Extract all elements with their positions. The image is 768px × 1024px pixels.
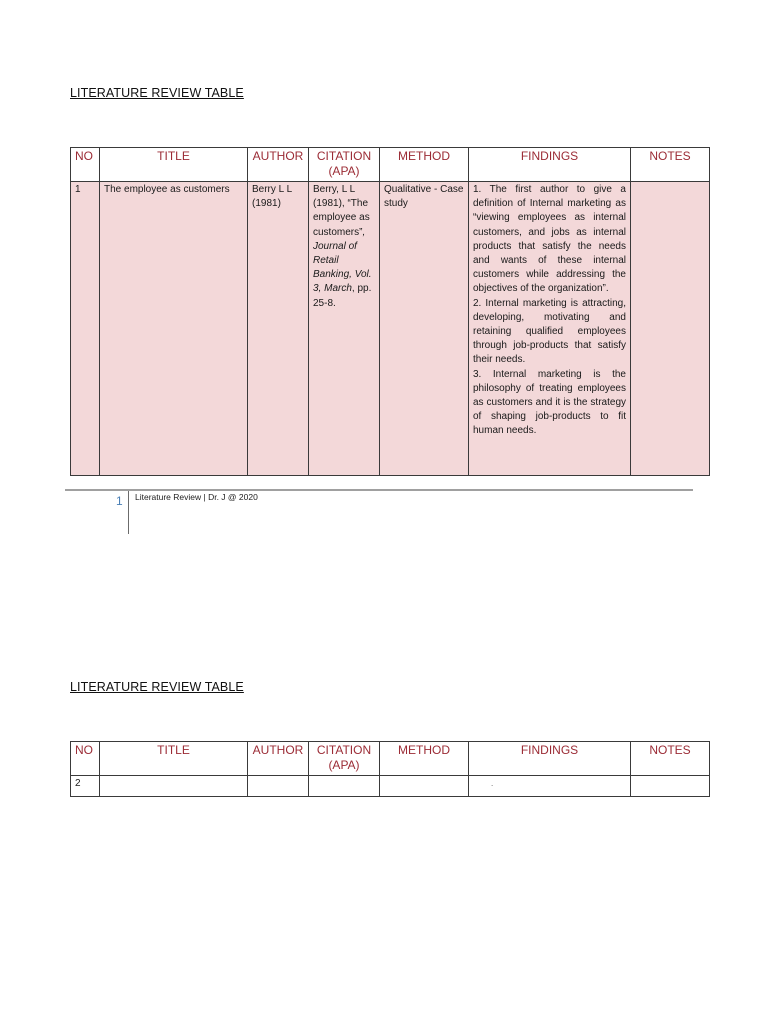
citation-pages: , pp. 25-8. (313, 283, 372, 309)
footer-text: Literature Review | Dr. J @ 2020 (135, 492, 258, 502)
cell-method: Qualitative - Case study (380, 182, 469, 476)
table-row (71, 776, 710, 797)
cell-findings (469, 776, 631, 797)
cell-title: The employee as customers (100, 182, 248, 476)
citation-journal: , Journal of Retail Banking, Vol. 3, March (313, 226, 372, 295)
cell-no: 2 (71, 776, 100, 797)
table-row (71, 182, 710, 476)
cell-author (248, 776, 309, 797)
cell-findings (469, 182, 631, 476)
literature-table-2 (70, 741, 710, 797)
col-header-title: TITLE (100, 742, 248, 776)
col-header-method: METHOD (380, 742, 469, 776)
col-header-title: TITLE (100, 148, 248, 182)
col-header-notes: NOTES (631, 742, 710, 776)
col-header-findings: FINDINGS (469, 742, 631, 776)
col-header-author: AUTHOR (248, 742, 309, 776)
col-header-method: METHOD (380, 148, 469, 182)
col-header-findings: FINDINGS (469, 148, 631, 182)
cell-title (100, 776, 248, 797)
findings-mark: . (491, 779, 494, 788)
footer-divider (65, 489, 693, 491)
cell-notes (631, 182, 710, 476)
page-number: 1 (116, 494, 123, 508)
table-header-row (71, 148, 710, 182)
page-heading-2: LITERATURE REVIEW TABLE (70, 680, 244, 694)
literature-table-1 (70, 147, 710, 476)
cell-author: Berry L L (1981) (248, 182, 309, 476)
cell-method (380, 776, 469, 797)
cell-citation (309, 182, 380, 476)
finding-3: 3. Internal marketing is the philosophy of treating employees as customers and it is the strategy of shaping job-products to fit human needs. (473, 368, 626, 437)
col-header-no: NO (71, 742, 100, 776)
col-header-author: AUTHOR (248, 148, 309, 182)
page-heading: LITERATURE REVIEW TABLE (70, 86, 244, 100)
footer-vertical-divider (128, 491, 129, 534)
cell-no: 1 (71, 182, 100, 476)
cell-notes (631, 776, 710, 797)
col-header-no: NO (71, 148, 100, 182)
col-header-citation: CITATION (APA) (309, 148, 380, 182)
table-header-row (71, 742, 710, 776)
col-header-citation: CITATION (APA) (309, 742, 380, 776)
finding-2: 2. Internal marketing is attracting, developing, motivating and retaining qualified employees through job-products that satisfy their needs. (473, 297, 626, 366)
citation-text: Berry, L L (1981), “The employee as customers” (313, 184, 370, 238)
cell-citation (309, 776, 380, 797)
col-header-notes: NOTES (631, 148, 710, 182)
finding-1: 1. The first author to give a definition of Internal marketing as “viewing employees as internal customers, and jobs as internal products that satisfy the needs and wants of these internal customers while addressing the objectives of the organization”. (473, 184, 626, 295)
